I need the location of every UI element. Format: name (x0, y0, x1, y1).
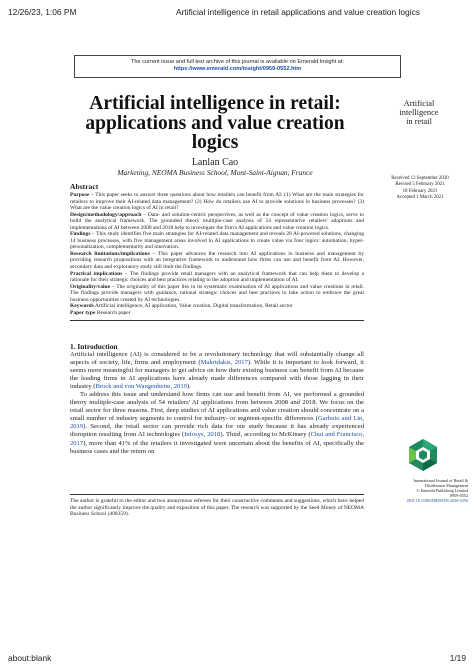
abstract-originality (70, 284, 364, 304)
abstract-heading: Abstract (70, 182, 99, 191)
citation-link[interactable]: Garbuio and Lin, 2019 (70, 415, 365, 431)
emerald-logo-icon (406, 438, 440, 472)
print-date: 12/26/23, 1:06 PM (8, 7, 77, 17)
abstract-text: – Data- and solution-centric perspectives, as well as the concept of value creation logics, serve to build the analytical framework. The grounded theory multiple-case analysis of 54 representative retailers' adoptions and implementations of AI between 2008 and 2018 help to investigate the firm's AI applications and value creation logics. (70, 211, 364, 231)
journal-info-line: Distribution Management (424, 483, 468, 489)
running-title-line: Artificial (403, 99, 435, 108)
doi-link[interactable]: DOI 10.1108/IJRDM-09-2020-0350 (407, 498, 468, 504)
access-notice-box (74, 55, 401, 78)
access-notice-text: The current issue and full text archive of this journal is available on Emerald Insight at: (131, 59, 344, 65)
abstract-label: Findings (70, 231, 91, 238)
date-accepted: Accepted 1 March 2021 (396, 195, 444, 201)
citation-link[interactable]: Chui and Francisco, 2017 (70, 431, 364, 447)
abstract-label: Purpose (70, 192, 90, 198)
acknowledgement-footnote: The author is grateful to the editor and two anonymous referees for their constructive comments and suggestions, which have helped the author significantly improve the quality and exposition of this paper. The research was supported by the Seed Money of NEOMA Business School (408359). (70, 494, 364, 518)
abstract-divider (70, 320, 364, 321)
page-counter: 1/19 (449, 653, 466, 663)
citation-link[interactable]: Makridakis, 2017 (200, 359, 248, 367)
abstract-findings (70, 231, 364, 251)
body-text-run: ). Second, the retail sector can provide rich data for our study because it has already experienced disruption resulting from AI technologies ( (70, 423, 364, 439)
abstract-label: Research limitations/implications (70, 250, 150, 257)
abstract-label: Practical implications (70, 270, 123, 277)
print-footer (8, 653, 466, 665)
citation-link[interactable]: Brock and von Wangenheim, 2019 (95, 383, 187, 391)
running-title (379, 99, 459, 126)
running-title-line: in retail (406, 117, 432, 126)
introduction-paragraph (70, 351, 364, 391)
running-title-line: intelligence (399, 108, 439, 117)
body-text-run: Artificial intelligence (AI) is considered to be a revolutionary technology that will substantially change all aspects of society, life, firms and employment ( (70, 351, 364, 367)
abstract-design (70, 212, 364, 232)
date-revised: Revised 5 February 2021 (395, 182, 445, 188)
abstract-text: – This paper advances the research into AI applications in business and management by providing research propositions with an integrative framework to understand how firms can use and benefit from AI. However, secondary data and exploratory study still limit the findings. (70, 250, 364, 271)
journal-info-line: © Emerald Publishing Limited (416, 488, 468, 494)
journal-info (384, 478, 468, 503)
abstract-paper-type (70, 310, 364, 317)
introduction-body (70, 351, 364, 456)
abstract (70, 182, 364, 321)
abstract-text: Artificial intelligence, AI application, Value creation, Digital transformation, Retail sector (93, 303, 293, 310)
citation-link[interactable]: Infosys, 2018 (184, 431, 221, 439)
body-text-run: ), more than 41% of the retailers it investigated were uncertain about the benefits of AI, specifically the business cases and the return on (70, 439, 364, 455)
abstract-text: – This paper seeks to answer three questions about how retailers can benefit from AI: (1) What are the main strategies for retailers to improve their AI-related data management? (2) How do retailers use AI to provide solutions in business processes? (3) What are the value creation logics of AI in retail? (70, 192, 364, 212)
abstract-practical (70, 271, 364, 284)
article-title: Artificial intelligence in retail: applications and value creation logics (85, 93, 345, 153)
abstract-text: – This study identifies five main strategies for AI-related data management and reveals 28 AI-powered solutions, changing 14 business processes, with five management areas involved in AI applications to create value via four logics: automation, hyper-personalization, complementarity and innovation. (70, 231, 364, 251)
date-received: Received 12 September 2020 (391, 176, 449, 181)
access-link[interactable]: https://www.emerald.com/insight/0959-0552.htm (173, 66, 302, 72)
abstract-text: Research paper (95, 309, 131, 316)
abstract-purpose (70, 192, 364, 212)
abstract-label: Originality/value (70, 283, 111, 290)
body-text-run: ). While it is important to look forward, it seems more meaningful for managers to get advice on how their existing business can benefit from AI because the leading firms in AI applications have already made differences compared with those lagging in their industry ( (70, 359, 364, 391)
introduction-paragraph (70, 391, 364, 455)
section-heading-introduction: 1. Introduction (70, 342, 118, 351)
article-dates (380, 176, 460, 202)
author-affiliation: Marketing, NEOMA Business School, Mont-Saint-Aignan, France (117, 168, 313, 177)
body-text-run: ). (186, 383, 191, 391)
print-url: about:blank (8, 653, 52, 663)
print-header (8, 7, 466, 19)
print-doc-title: Artificial intelligence in retail applications and value creation logics (176, 7, 420, 17)
abstract-label: Keywords (70, 303, 94, 310)
abstract-limitations (70, 251, 364, 271)
abstract-text: – The originality of this paper lies in its systematic examination of AI applications and value creations in retail. The findings provide managers with guidance, rational strategic choices and best practices to take action to embrace the great business opportunities created by AI technologies. (70, 283, 364, 303)
abstract-text: – The findings provide retail managers with an analytical framework that can help them to develop a rationale for their strategic choices and best practices relating to the adoption and implementation of AI. (70, 270, 365, 284)
date-revised-second: 18 February 2021 (402, 188, 438, 194)
abstract-label: Design/methodology/approach (70, 211, 142, 218)
abstract-label: Paper type (70, 309, 96, 316)
journal-info-line: 0959-0552 (449, 493, 468, 499)
author-name: Lanlan Cao (191, 157, 239, 168)
body-text-run: To address this issue and understand how firms can use and benefit from AI, we performed a grounded theory multiple-case analysis of 54 retailers' AI applications from between 2008 and 2018. We focus on the retail sector for three reasons. First, deep studies of AI applications and value creation should concentrate on a small number of industry segments to control for industry- or segment-specific differences ( (70, 391, 364, 423)
journal-info-line: International Journal of Retail & (413, 478, 468, 483)
body-text-run: ). Third, according to McKinsey ( (220, 431, 311, 439)
